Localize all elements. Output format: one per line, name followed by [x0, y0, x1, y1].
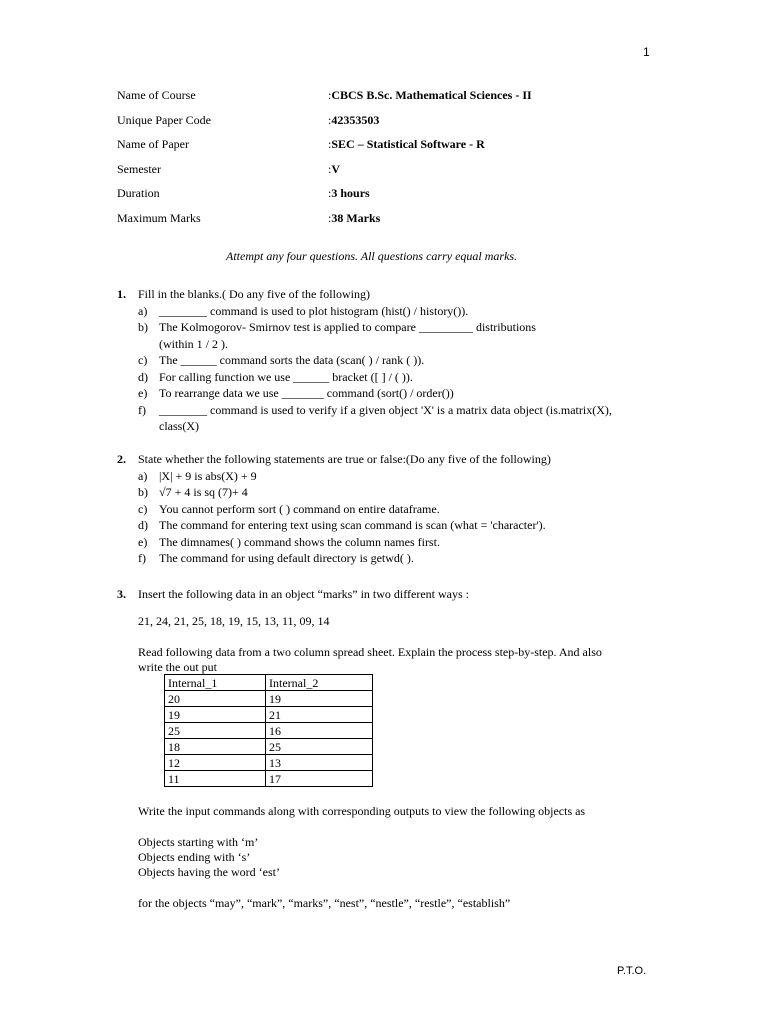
option-item	[138, 352, 612, 369]
question-text: Fill in the blanks.( Do any five of the following)	[138, 287, 370, 301]
option-letter: d)	[138, 369, 148, 384]
option-text: class(X)	[159, 419, 199, 433]
info-value: SEC – Statistical Software - R	[331, 137, 485, 151]
info-separator: :	[328, 186, 332, 200]
question-text: Insert the following data in an object “marks” in two different ways :	[138, 587, 470, 601]
option-item	[138, 369, 612, 386]
option-text: The dimnames( ) command shows the column names first.	[159, 534, 440, 549]
option-letter: e)	[138, 386, 148, 400]
option-item	[138, 418, 612, 435]
table-row	[165, 723, 373, 739]
option-text: The ______ command sorts the data (scan( ) / rank ( )).	[159, 353, 425, 367]
option-item	[138, 484, 546, 501]
option-item	[138, 319, 612, 336]
info-separator: :	[328, 112, 332, 127]
option-letter: c)	[138, 353, 148, 367]
option-text: For calling function we use ______ bracket ([ ] / ( )).	[159, 369, 413, 384]
table-cell: 19	[266, 691, 373, 707]
option-letter: a)	[138, 303, 148, 318]
table-cell: 13	[266, 755, 373, 771]
table-cell: 12	[165, 755, 266, 771]
page-footer: P.T.O.	[617, 965, 647, 977]
marks-table	[164, 674, 373, 787]
table-header-cell: Internal_2	[266, 675, 373, 691]
question-text: State whether the following statements are true or false:(Do any five of the following)	[138, 452, 551, 466]
table-cell: 18	[165, 739, 266, 755]
page-number: 1	[643, 45, 650, 59]
read-instruction-line-2: write the out put	[138, 660, 217, 674]
table-row	[165, 771, 373, 787]
info-row-paper-code	[117, 113, 532, 138]
info-label: Semester	[117, 161, 161, 176]
option-text: |X| + 9 is abs(X) + 9	[159, 468, 257, 483]
option-letter: b)	[138, 485, 148, 499]
option-item	[138, 501, 546, 518]
option-letter: c)	[138, 501, 148, 516]
data-values: 21, 24, 21, 25, 18, 19, 15, 13, 11, 09, 14	[138, 614, 330, 628]
option-letter: a)	[138, 468, 148, 483]
course-info	[117, 88, 532, 235]
table-row	[165, 739, 373, 755]
table-cell: 20	[165, 691, 266, 707]
table-row	[165, 707, 373, 723]
option-item	[138, 550, 546, 567]
option-text: ________ command is used to verify if a given object 'X' is a matrix data object (is.matrix(X),	[159, 402, 612, 417]
question-options	[138, 468, 546, 567]
option-text: You cannot perform sort ( ) command on entire dataframe.	[159, 501, 440, 516]
object-criterion: Objects starting with ‘m’	[138, 835, 259, 849]
option-text: √7 + 4 is sq (7)+ 4	[159, 485, 248, 499]
info-label: Duration	[117, 186, 160, 200]
info-value: 3 hours	[331, 186, 370, 200]
option-text: ________ command is used to plot histogram (hist() / history()).	[159, 303, 469, 318]
option-item	[138, 402, 612, 419]
option-letter: f)	[138, 402, 146, 417]
option-text: The command for using default directory is getwd( ).	[159, 551, 414, 565]
option-text: The command for entering text using scan command is scan (what = 'character').	[159, 518, 546, 532]
option-item	[138, 303, 612, 320]
info-separator: :	[328, 88, 332, 102]
info-label: Name of Course	[117, 88, 196, 102]
option-item	[138, 336, 612, 353]
table-cell: 11	[165, 771, 266, 787]
option-letter: b)	[138, 320, 148, 334]
object-criterion: Objects ending with ‘s’	[138, 850, 251, 864]
option-item	[138, 517, 546, 534]
info-row-duration	[117, 186, 532, 211]
read-instruction-line-1: Read following data from a two column spread sheet. Explain the process step-by-step. And also	[138, 645, 602, 659]
table-row	[165, 691, 373, 707]
info-label: Unique Paper Code	[117, 112, 211, 127]
option-text: To rearrange data we use _______ command (sort() / order())	[159, 386, 454, 400]
option-text: (within 1 / 2 ).	[159, 336, 228, 351]
option-letter: d)	[138, 518, 148, 532]
info-row-paper-name	[117, 137, 532, 162]
info-row-course	[117, 88, 532, 113]
table-header-row	[165, 675, 373, 691]
table-row	[165, 755, 373, 771]
info-separator: :	[328, 210, 332, 225]
info-label: Name of Paper	[117, 137, 189, 151]
table-cell: 21	[266, 707, 373, 723]
info-label: Maximum Marks	[117, 210, 201, 225]
info-separator: :	[328, 161, 332, 176]
info-separator: :	[328, 137, 332, 151]
option-item	[138, 468, 546, 485]
info-value: CBCS B.Sc. Mathematical Sciences - II	[331, 88, 532, 102]
table-cell: 25	[266, 739, 373, 755]
table-cell: 19	[165, 707, 266, 723]
info-row-semester	[117, 162, 532, 187]
table-cell: 25	[165, 723, 266, 739]
option-item	[138, 385, 612, 402]
info-value: V	[331, 161, 341, 176]
info-value: 42353503	[331, 112, 380, 127]
info-value: 38 Marks	[331, 210, 381, 225]
option-text: The Kolmogorov- Smirnov test is applied to compare _________ distributions	[159, 320, 536, 334]
option-item	[138, 534, 546, 551]
question-options	[138, 303, 612, 435]
instructions: Attempt any four questions. All questions carry equal marks.	[226, 249, 518, 263]
question-number: 1.	[117, 287, 126, 301]
table-cell: 17	[266, 771, 373, 787]
objects-list: for the objects “may”, “mark”, “marks”, “nest”, “nestle”, “restle”, “establish”	[138, 896, 511, 910]
write-instruction: Write the input commands along with corresponding outputs to view the following objects as	[138, 804, 586, 818]
option-letter	[138, 336, 159, 353]
info-row-max-marks	[117, 211, 532, 236]
option-letter	[138, 418, 159, 435]
option-letter: f)	[138, 551, 146, 565]
table-cell: 16	[266, 723, 373, 739]
table-header-cell: Internal_1	[165, 675, 266, 691]
question-number: 2.	[117, 452, 126, 466]
object-criterion: Objects having the word ‘est’	[138, 865, 280, 879]
option-letter: e)	[138, 534, 148, 549]
question-number: 3.	[117, 587, 126, 601]
